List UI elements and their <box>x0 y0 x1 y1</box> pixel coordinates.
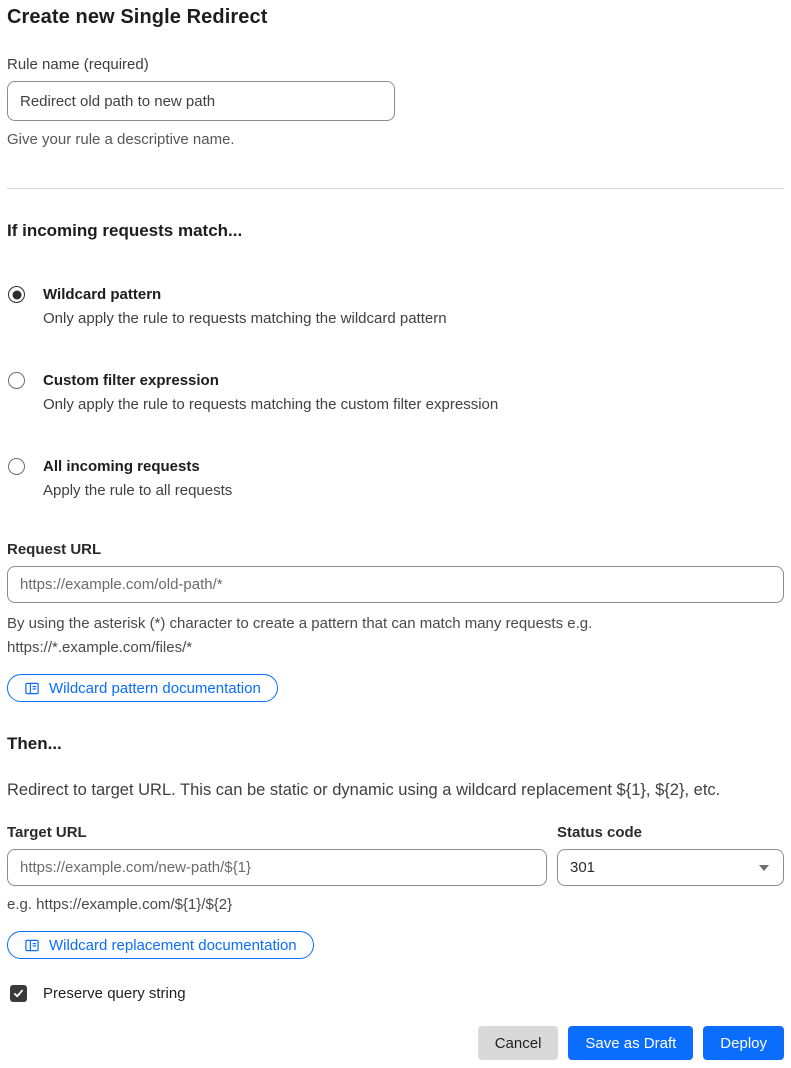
radio-option-wildcard-pattern[interactable] <box>7 283 784 331</box>
radio-option-all-incoming-requests[interactable] <box>7 455 784 503</box>
radio-label: All incoming requests <box>43 458 200 475</box>
radio-all-incoming-requests[interactable] <box>8 458 25 475</box>
target-url-input[interactable] <box>7 849 547 886</box>
wildcard-replacement-documentation-button[interactable] <box>7 931 314 959</box>
form-footer <box>7 1026 784 1068</box>
status-code-label: Status code <box>557 824 643 841</box>
radio-description: Only apply the rule to requests matching the wildcard pattern <box>43 310 447 327</box>
page-title: Create new Single Redirect <box>7 6 268 28</box>
preserve-query-string-label: Preserve query string <box>43 985 186 1002</box>
radio-description: Only apply the rule to requests matching the custom filter expression <box>43 396 499 413</box>
target-url-helper: e.g. https://example.com/${1}/${2} <box>7 896 233 913</box>
radio-custom-filter-expression[interactable] <box>8 372 25 389</box>
cancel-button[interactable]: Cancel <box>478 1026 559 1060</box>
radio-option-custom-filter-expression[interactable] <box>7 369 784 417</box>
section-divider <box>7 188 784 189</box>
chevron-down-icon <box>759 865 769 871</box>
doc-button-label: Wildcard replacement documentation <box>49 936 297 954</box>
deploy-button[interactable]: Deploy <box>703 1026 784 1060</box>
radio-label: Wildcard pattern <box>43 286 162 303</box>
preserve-query-string-row[interactable] <box>7 985 784 1002</box>
save-as-draft-button[interactable]: Save as Draft <box>568 1026 693 1060</box>
request-url-input[interactable] <box>7 566 784 603</box>
then-section-description: Redirect to target URL. This can be static or dynamic using a wildcard replacement ${1}, ${2}, etc. <box>7 781 721 799</box>
target-and-status-row <box>7 824 784 917</box>
status-code-selected-value: 301 <box>570 859 596 876</box>
book-icon <box>24 681 40 696</box>
preserve-query-string-checkbox[interactable] <box>10 985 27 1002</box>
status-code-select[interactable] <box>557 849 784 886</box>
request-url-helper: By using the asterisk (*) character to create a pattern that can match many requests e.g. https://*.example.com/files/* <box>7 615 593 656</box>
book-icon <box>24 938 40 953</box>
target-url-label: Target URL <box>7 824 87 841</box>
doc-button-label: Wildcard pattern documentation <box>49 679 261 697</box>
request-url-label: Request URL <box>7 541 102 558</box>
wildcard-pattern-documentation-button[interactable] <box>7 674 278 702</box>
match-type-radio-group <box>7 283 784 503</box>
radio-label: Custom filter expression <box>43 372 219 389</box>
rule-name-helper: Give your rule a descriptive name. <box>7 131 235 148</box>
radio-wildcard-pattern[interactable] <box>8 286 25 303</box>
then-section-heading: Then... <box>7 734 62 753</box>
match-section-heading: If incoming requests match... <box>7 221 243 240</box>
rule-name-input[interactable] <box>7 81 395 121</box>
radio-description: Apply the rule to all requests <box>43 482 233 499</box>
rule-name-label: Rule name (required) <box>7 56 149 73</box>
